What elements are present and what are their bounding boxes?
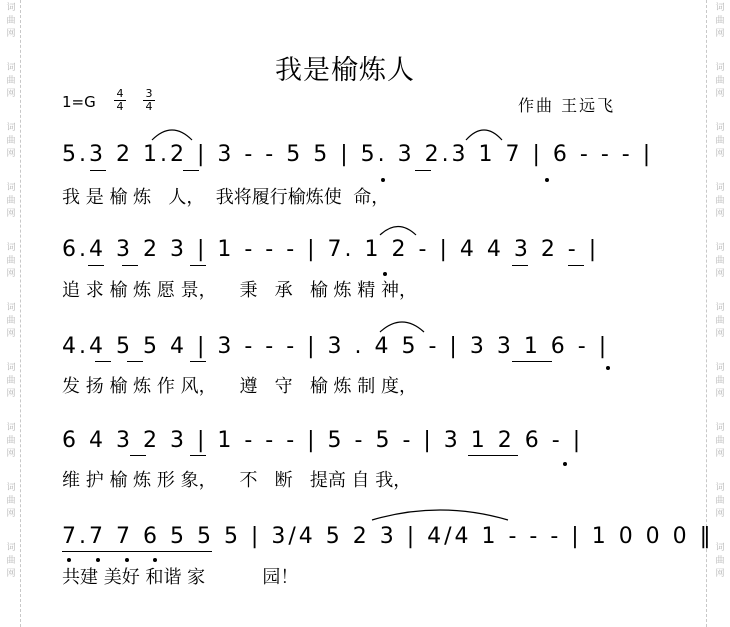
watermark-glyph: 词 (6, 363, 16, 373)
watermark-glyph: 词 (6, 183, 16, 193)
watermark-glyph: 词 (6, 63, 16, 73)
watermark-glyph: 曲 (715, 556, 725, 566)
watermark-glyph: 网 (6, 89, 16, 99)
watermark-glyph: 曲 (715, 376, 725, 386)
notation-line-1: 5.3 2 1.2 | 3 - - 5 5 | 5. 3 2.3 1 7 | 6 - - - | (62, 142, 654, 167)
watermark-glyph: 网 (715, 209, 725, 219)
notation-line-2: 6.4 3 2 3 | 1 - - - | 7. 1 2 - | 4 4 3 2 - | (62, 237, 600, 262)
watermark-glyph: 词 (715, 303, 725, 313)
watermark-glyph: 曲 (6, 196, 16, 206)
watermark-glyph: 词 (6, 303, 16, 313)
watermark-glyph: 词 (6, 3, 16, 13)
key-signature: 1=G (62, 93, 96, 111)
watermark-glyph: 网 (6, 449, 16, 459)
watermark-glyph: 曲 (715, 136, 725, 146)
watermark-glyph: 曲 (6, 376, 16, 386)
watermark-glyph: 词 (715, 63, 725, 73)
lyrics-line-5: 共建 美好 和谐 家 园！ (62, 567, 299, 588)
watermark-glyph: 网 (715, 449, 725, 459)
watermark-glyph: 曲 (6, 16, 16, 26)
watermark-glyph: 词 (715, 543, 725, 553)
watermark-glyph: 网 (6, 269, 16, 279)
watermark-glyph: 网 (6, 209, 16, 219)
watermark-glyph: 网 (6, 389, 16, 399)
song-title: 我是榆炼人 (275, 55, 415, 86)
watermark-glyph: 词 (715, 3, 725, 13)
watermark-glyph: 曲 (6, 76, 16, 86)
watermark-glyph: 网 (6, 329, 16, 339)
watermark-glyph: 词 (715, 423, 725, 433)
watermark-glyph: 网 (6, 29, 16, 39)
watermark-glyph: 曲 (715, 76, 725, 86)
lyrics-line-2: 追 求 榆 炼 愿 景， 秉 承 榆 炼 精 神， (62, 280, 417, 301)
watermark-glyph: 网 (715, 269, 725, 279)
watermark-glyph: 曲 (6, 436, 16, 446)
watermark-glyph: 曲 (715, 316, 725, 326)
watermark-glyph: 网 (6, 569, 16, 579)
notation-line-5: 7.7 7 6 5 5 5 | 3/4 5 2 3 | 4/4 1 - - - | 1 0 0 0 ‖ (62, 524, 714, 549)
watermark-glyph: 词 (715, 183, 725, 193)
lyrics-line-3: 发 扬 榆 炼 作 风， 遵 守 榆 炼 制 度， (62, 376, 417, 397)
watermark-glyph: 曲 (715, 16, 725, 26)
watermark-glyph: 词 (715, 123, 725, 133)
watermark-glyph: 曲 (715, 256, 725, 266)
notation-line-3: 4.4 5 5 4 | 3 - - - | 3 . 4 5 - | 3 3 1 6 - | (62, 334, 610, 359)
watermark-glyph: 网 (6, 149, 16, 159)
time-signature-3-4: 3 4 (143, 88, 155, 113)
time-signature-4-4: 4 4 (114, 88, 126, 113)
watermark-glyph: 词 (6, 543, 16, 553)
watermark-glyph: 曲 (6, 556, 16, 566)
watermark-glyph: 词 (715, 483, 725, 493)
watermark-glyph: 词 (6, 483, 16, 493)
watermark-glyph: 词 (6, 423, 16, 433)
watermark-glyph: 词 (715, 243, 725, 253)
watermark-glyph: 网 (715, 569, 725, 579)
watermark-glyph: 曲 (6, 316, 16, 326)
watermark-glyph: 网 (715, 89, 725, 99)
watermark-glyph: 网 (715, 329, 725, 339)
watermark-glyph: 词 (715, 363, 725, 373)
composer-credit: 作曲 王远飞 (518, 96, 616, 115)
watermark-glyph: 曲 (715, 496, 725, 506)
watermark-glyph: 网 (6, 509, 16, 519)
notation-line-4: 6 4 3 2 3 | 1 - - - | 5 - 5 - | 3 1 2 6 - | (62, 428, 584, 453)
watermark-glyph: 网 (715, 509, 725, 519)
watermark-glyph: 词 (6, 243, 16, 253)
lyrics-line-1: 我 是 榆 炼 人， 我将履行榆炼使 命， (62, 187, 390, 208)
watermark-glyph: 网 (715, 389, 725, 399)
watermark-glyph: 曲 (6, 256, 16, 266)
watermark-glyph: 曲 (6, 496, 16, 506)
watermark-glyph: 曲 (6, 136, 16, 146)
watermark-glyph: 曲 (715, 196, 725, 206)
watermark-glyph: 词 (6, 123, 16, 133)
watermark-glyph: 网 (715, 29, 725, 39)
lyrics-line-4: 维 护 榆 炼 形 象， 不 断 提高 自 我， (62, 470, 412, 491)
watermark-glyph: 网 (715, 149, 725, 159)
watermark-glyph: 曲 (715, 436, 725, 446)
